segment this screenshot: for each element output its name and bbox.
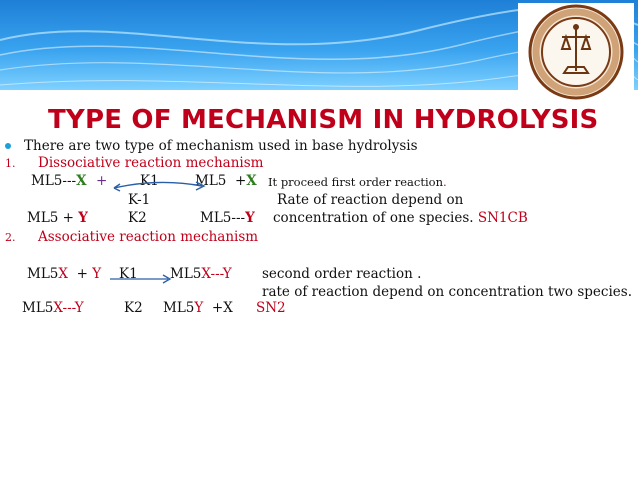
item-label-dissociative: Dissociative reaction mechanism [38, 155, 264, 171]
item-number-2: 2. [5, 231, 16, 244]
equilibrium-arrow [110, 180, 210, 194]
item-label-associative: Associative reaction mechanism [38, 229, 259, 245]
assoc-note-second-order: second order reaction . [262, 266, 422, 282]
item-number-1: 1. [5, 157, 16, 170]
assoc-product-2: ML5Y +X [163, 300, 233, 316]
institute-seal-logo [518, 3, 634, 101]
dissoc-note-rate: Rate of reaction depend on [277, 192, 464, 208]
assoc-reactant: ML5X + Y [27, 266, 102, 282]
page-title: TYPE OF MECHANISM IN HYDROLYSIS [48, 105, 599, 135]
intro-text: There are two type of mechanism used in base hydrolysis [24, 138, 418, 154]
assoc-k2: K2 [124, 300, 143, 316]
dissoc-k2: K2 [128, 210, 147, 226]
dissoc-reactant: ML5---X [31, 173, 87, 189]
dissoc-product: ML5 +X [195, 173, 257, 189]
assoc-product: ML5X---Y [170, 266, 232, 282]
forward-arrow [108, 273, 174, 285]
dissoc-product-2: ML5---Y [200, 210, 255, 226]
dissoc-k1: K1 [140, 173, 159, 189]
dissoc-plus: + [96, 173, 108, 189]
bullet-icon [5, 143, 11, 149]
dissoc-k-minus-1: K-1 [128, 192, 151, 208]
assoc-k1: K1 [119, 266, 138, 282]
assoc-label-sn2: SN2 [256, 300, 286, 316]
dissoc-note-concentration: concentration of one species. SN1CB [273, 210, 528, 226]
dissoc-reactant-2: ML5 + Y [27, 210, 88, 226]
assoc-reactant-2: ML5X---Y [22, 300, 84, 316]
dissoc-note-first-order: It proceed first order reaction. [268, 175, 447, 189]
assoc-note-rate: rate of reaction depend on concentration two species. [262, 284, 632, 300]
